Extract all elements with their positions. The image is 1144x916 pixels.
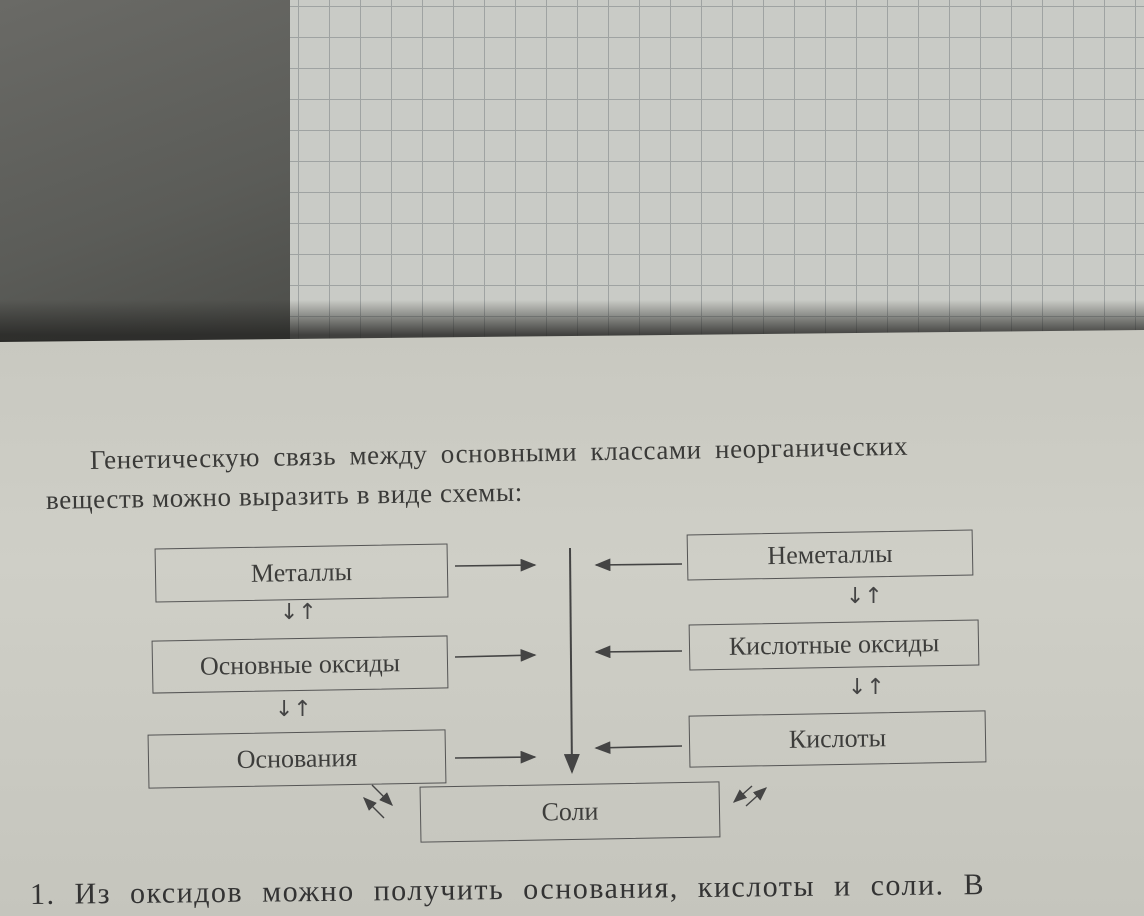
label-bases: Основания: [236, 742, 358, 775]
box-acid-oxides: [689, 619, 980, 670]
updown-icon-basic-oxides-bases: ↓↑: [275, 697, 312, 722]
updown-icon-acid-oxides-acids: ↓↑: [848, 675, 885, 700]
arrow-bases-to-center: [455, 757, 535, 758]
label-metals: Металлы: [250, 557, 353, 588]
diag-arrow-right-a: [734, 786, 752, 802]
diag-arrow-right-b: [746, 788, 766, 806]
label-nonmetals: Неметаллы: [767, 538, 893, 571]
diag-arrow-left-a: [372, 785, 392, 805]
diag-arrow-left-b: [364, 798, 384, 818]
updown-icon-metals-basic-oxides: ↓↑: [280, 600, 317, 625]
arrow-acids-to-center: [596, 746, 682, 748]
box-nonmetals: [687, 530, 974, 581]
arrow-metals-to-center: [455, 565, 535, 566]
label-acid-oxides: Кислотные оксиды: [728, 628, 940, 661]
label-acids: Кислоты: [788, 723, 887, 754]
box-metals: [155, 543, 449, 602]
paragraph-line-1: Генетическую связь между основными классами неорганических: [89, 430, 909, 475]
updown-icon-nonmetals-acid-oxides: ↓↑: [846, 584, 883, 609]
central-vertical-arrow: [570, 548, 572, 772]
box-salts: [420, 781, 721, 842]
arrow-nonmetals-to-center: [596, 564, 682, 565]
label-basic-oxides: Основные оксиды: [199, 647, 401, 681]
arrow-basic-oxides-to-center: [455, 655, 535, 657]
box-basic-oxides: [152, 635, 449, 693]
box-bases: [148, 729, 447, 788]
box-acids: [689, 710, 987, 767]
paragraph-cutoff-line: 1. Из оксидов можно получить основания, кислоты и соли. В: [29, 867, 986, 911]
arrow-acid-oxides-to-center: [596, 651, 682, 652]
paragraph-line-2: веществ можно выразить в виде схемы:: [45, 476, 524, 515]
label-salts: Соли: [541, 796, 599, 827]
